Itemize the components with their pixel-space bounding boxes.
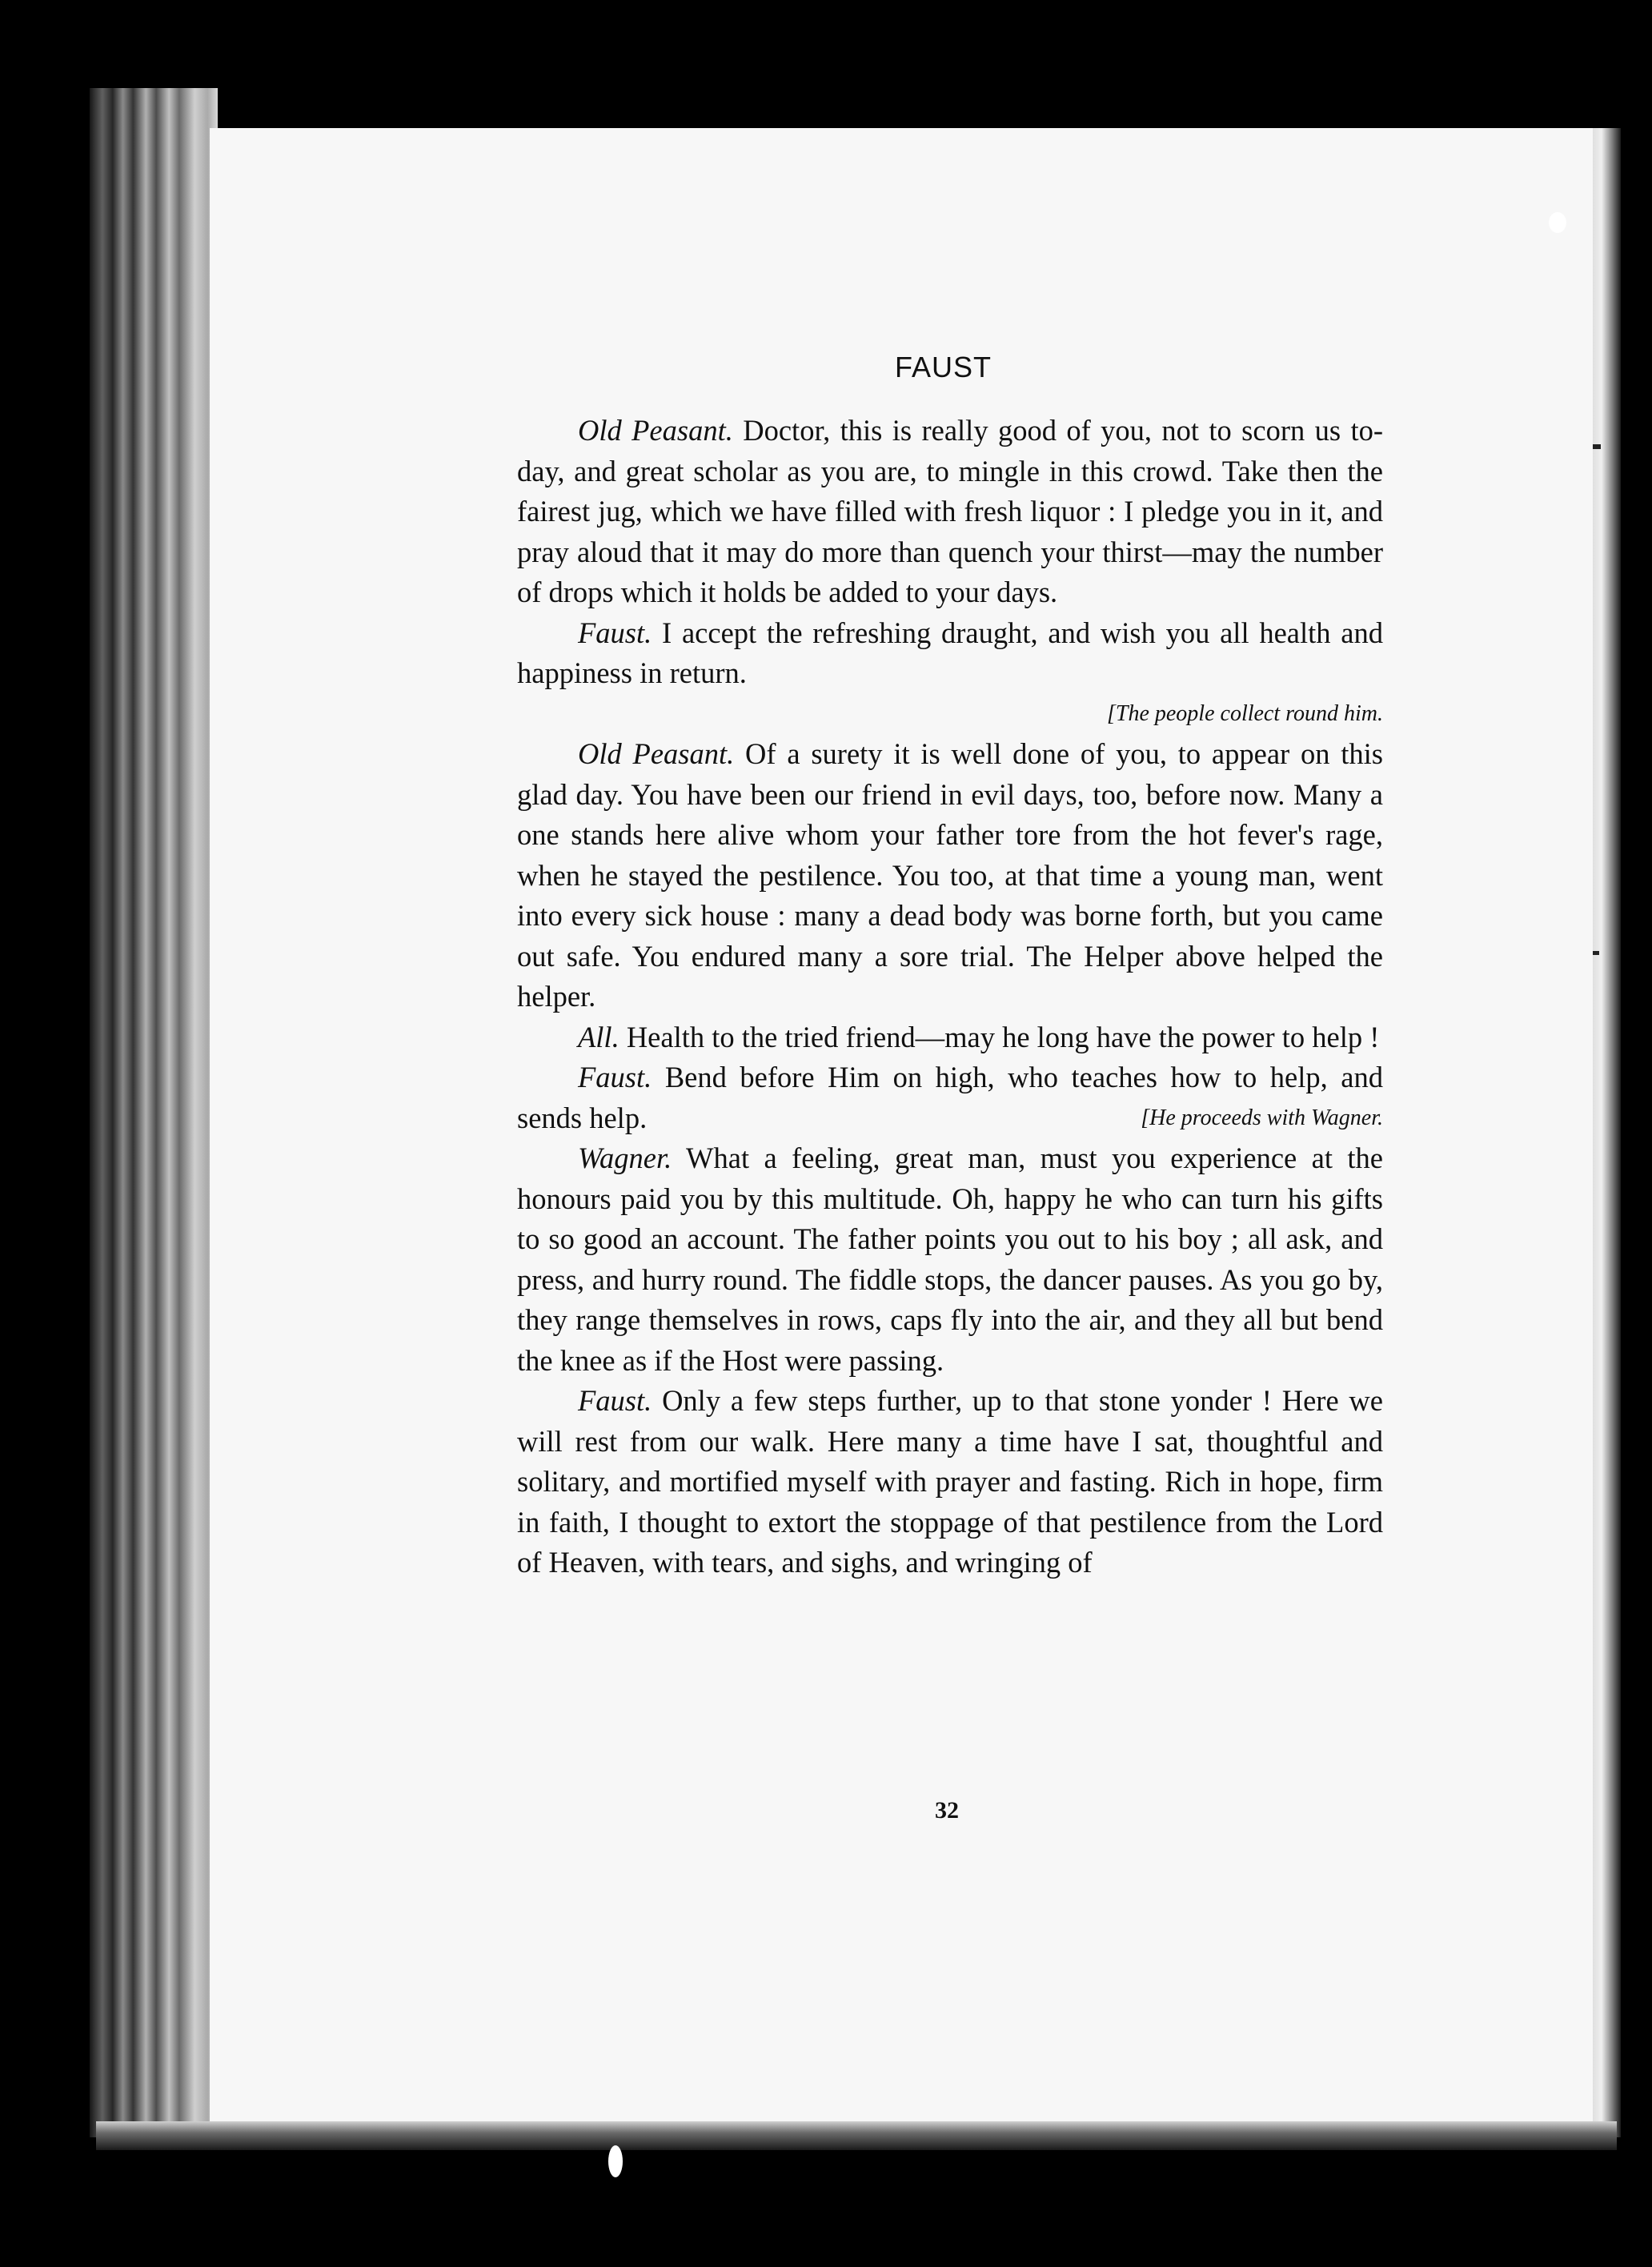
speaker-name: Old Peasant. xyxy=(578,414,733,447)
paragraph-old-peasant-2 xyxy=(517,734,1383,1017)
speaker-name: Wagner. xyxy=(578,1142,672,1174)
paragraph-all xyxy=(517,1017,1383,1058)
paragraph-faust-2 xyxy=(517,1057,1383,1138)
speech-text: Only a few steps further, up to that stone yonder ! Here we will rest from our walk. Here many a time have I sat, thoughtful and solitary, and mortified myself with prayer and fasting. Rich in hope, firm in faith, I thought to extort the stoppage of that pestilence from the Lord of Heaven, with tears, and sighs, and wringing of xyxy=(517,1384,1383,1579)
page-blemish xyxy=(1593,951,1599,955)
speech-text: What a feeling, great man, must you experience at the honours paid you by this multitude. Oh, happy he who can turn his gifts to so good an account. The father points you out to his boy ; all ask, and press, and hurry round. The fiddle stops, the dancer pauses. As you go by, they range themselves in rows, caps fly into the air, and they all but bend the knee as if the Host were passing. xyxy=(517,1142,1383,1377)
page-number: 32 xyxy=(935,1797,959,1824)
speaker-name: Faust. xyxy=(578,1384,652,1417)
speaker-name: Faust. xyxy=(578,1061,652,1093)
speaker-name: Old Peasant. xyxy=(578,737,735,770)
dust-speck xyxy=(608,2145,623,2177)
speech-text: Doctor, this is really good of you, not to scorn us to-day, and great scholar as you are, to mingle in this crowd. Take then the fairest jug, which we have filled with fresh liquor : I pledge you in it, and pray aloud that it may do more than quench your thirst—may the number of drops which it holds be added to your days. xyxy=(517,414,1384,608)
speaker-name: Faust. xyxy=(578,616,652,649)
paragraph-old-peasant-1 xyxy=(517,411,1383,613)
page-stack-edge xyxy=(90,88,218,2137)
body-text xyxy=(517,411,1383,1583)
dust-speck xyxy=(1549,212,1566,233)
stage-direction: [The people collect round him. xyxy=(1106,700,1383,726)
facing-page-edge xyxy=(1589,128,1621,2137)
paragraph-wagner xyxy=(517,1138,1383,1381)
paragraph-faust-1 xyxy=(517,613,1383,694)
speech-text: Of a surety it is well done of you, to appear on this glad day. You have been our friend in evil days, too, before now. Many a one stands here alive whom your father tore from the hot fever's rage, when he stayed the pestilence. You too, at that time a young man, went into every sick house : many a dead body was borne forth, but you came out safe. You endured many a sore trial. The Helper above helped the helper. xyxy=(517,737,1384,1013)
speaker-name: All. xyxy=(578,1020,620,1053)
paragraph-faust-3 xyxy=(517,1381,1383,1583)
book-bottom-edge xyxy=(96,2121,1617,2150)
page-blemish xyxy=(1593,444,1601,449)
stage-direction: [He proceeds with Wagner. xyxy=(1141,1105,1383,1130)
speech-text: Health to the tried friend—may he long have the power to help ! xyxy=(619,1020,1380,1053)
running-head: FAUST xyxy=(895,351,992,383)
speech-text: Bend before Him on high, who teaches how to help, and sends help. xyxy=(517,1061,1383,1134)
speech-text: I accept the refreshing draught, and wish you all health and happiness in return. xyxy=(517,616,1383,689)
